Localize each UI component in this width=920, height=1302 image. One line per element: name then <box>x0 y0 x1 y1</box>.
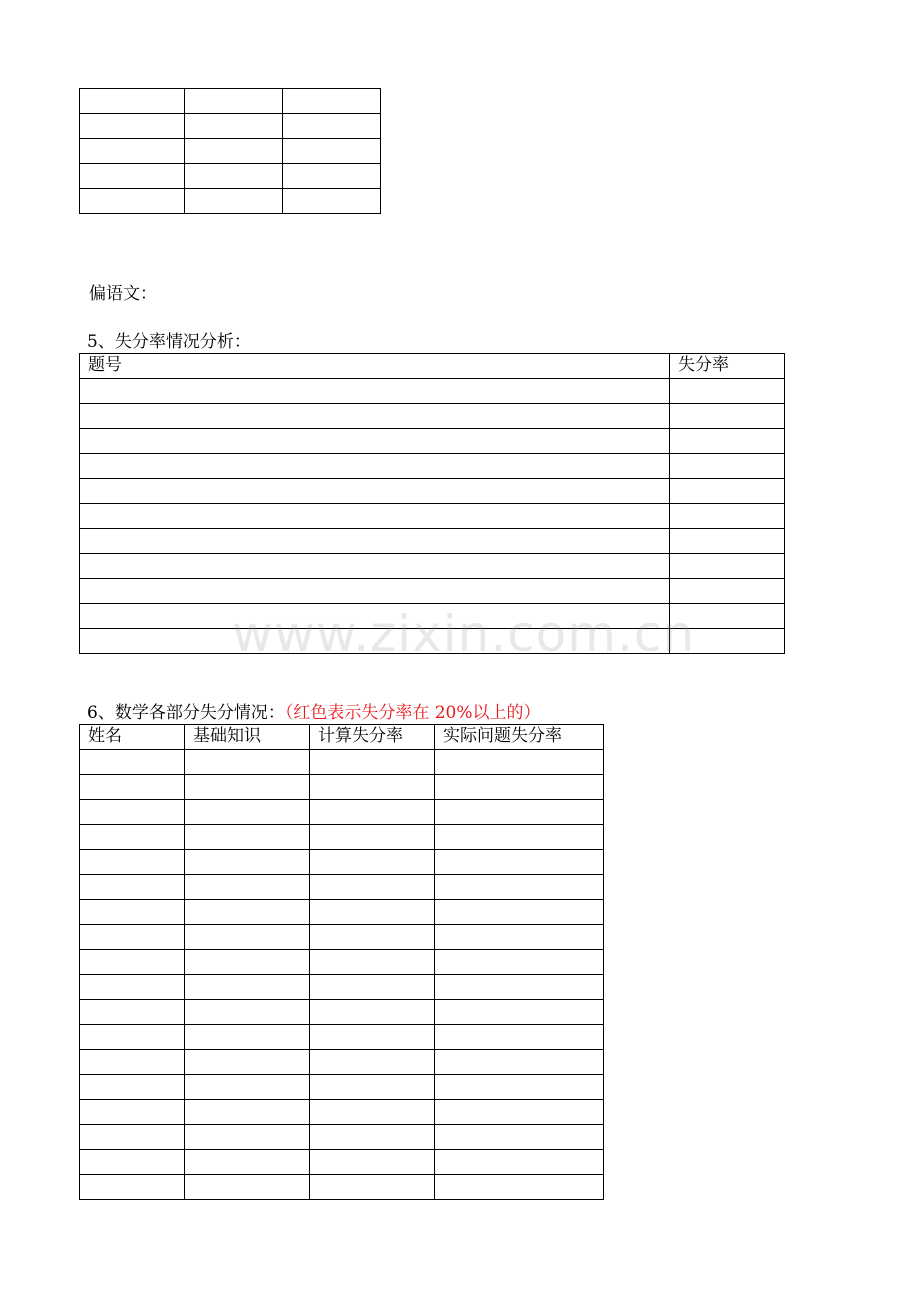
table-cell <box>435 1125 604 1150</box>
table-cell <box>670 554 785 579</box>
table-cell <box>283 139 381 164</box>
table-cell <box>283 89 381 114</box>
table-cell <box>80 950 185 975</box>
table-cell <box>80 875 185 900</box>
table-cell <box>670 454 785 479</box>
table-row <box>80 950 604 975</box>
table-cell <box>435 875 604 900</box>
table-cell <box>80 1025 185 1050</box>
table-cell <box>80 554 670 579</box>
section5-heading: 5、失分率情况分析： <box>87 332 251 352</box>
table-cell <box>80 1100 185 1125</box>
table-row <box>80 604 785 629</box>
table-row <box>80 554 785 579</box>
table-cell <box>185 1150 310 1175</box>
table-cell <box>670 579 785 604</box>
table-cell <box>80 900 185 925</box>
table-cell <box>185 825 310 850</box>
loss-rate-header-row <box>80 354 785 379</box>
table-cell <box>310 875 435 900</box>
table-cell <box>435 775 604 800</box>
table-cell <box>80 504 670 529</box>
table-cell <box>80 975 185 1000</box>
math-parts-table <box>79 724 604 1200</box>
table-cell <box>670 504 785 529</box>
table-row <box>80 1175 604 1200</box>
table-cell <box>185 1175 310 1200</box>
col-question-number: 题号 <box>80 354 670 379</box>
table-cell <box>435 1175 604 1200</box>
table-cell <box>185 750 310 775</box>
table-cell <box>310 975 435 1000</box>
table-cell <box>310 1175 435 1200</box>
table-cell <box>435 925 604 950</box>
table-row <box>80 479 785 504</box>
table-cell <box>80 379 670 404</box>
math-parts-header-row <box>80 725 604 750</box>
table-cell <box>310 900 435 925</box>
table-cell <box>310 1150 435 1175</box>
table-cell <box>670 604 785 629</box>
table-cell <box>80 1125 185 1150</box>
table-cell <box>310 950 435 975</box>
table-cell <box>80 800 185 825</box>
table-cell <box>80 139 185 164</box>
table-row <box>80 164 381 189</box>
section6-heading: 6、数学各部分失分情况： <box>87 703 285 723</box>
table-cell <box>185 1025 310 1050</box>
table-cell <box>435 1150 604 1175</box>
table-cell <box>435 1050 604 1075</box>
table-cell <box>80 89 185 114</box>
table-cell <box>80 1150 185 1175</box>
table-row <box>80 629 785 654</box>
table-cell <box>185 1075 310 1100</box>
table-cell <box>80 629 670 654</box>
table-row <box>80 1000 604 1025</box>
table-cell <box>310 850 435 875</box>
table-cell <box>185 139 283 164</box>
table-cell <box>435 800 604 825</box>
table-cell <box>310 1000 435 1025</box>
table-cell <box>283 189 381 214</box>
table-cell <box>310 750 435 775</box>
table-cell <box>80 825 185 850</box>
table-cell <box>80 479 670 504</box>
top-table <box>79 88 381 214</box>
table-cell <box>670 429 785 454</box>
table-cell <box>185 775 310 800</box>
table-row <box>80 1100 604 1125</box>
col-loss-rate: 失分率 <box>670 354 785 379</box>
table-cell <box>185 1050 310 1075</box>
table-row <box>80 1075 604 1100</box>
table-cell <box>80 604 670 629</box>
section6-heading-line <box>87 702 541 724</box>
table-row <box>80 504 785 529</box>
table-cell <box>80 579 670 604</box>
table-cell <box>670 629 785 654</box>
table-row <box>80 114 381 139</box>
table-cell <box>80 454 670 479</box>
table-row <box>80 800 604 825</box>
table-cell <box>310 925 435 950</box>
table-cell <box>185 925 310 950</box>
table-cell <box>80 164 185 189</box>
table-cell <box>435 1000 604 1025</box>
table-cell <box>185 164 283 189</box>
table-row <box>80 750 604 775</box>
col-practical-loss-rate: 实际问题失分率 <box>435 725 604 750</box>
table-cell <box>435 950 604 975</box>
table-cell <box>435 825 604 850</box>
table-cell <box>283 114 381 139</box>
table-cell <box>80 775 185 800</box>
table-cell <box>80 404 670 429</box>
table-cell <box>185 1100 310 1125</box>
table-row <box>80 975 604 1000</box>
table-row <box>80 775 604 800</box>
table-row <box>80 89 381 114</box>
table-cell <box>310 800 435 825</box>
table-row <box>80 404 785 429</box>
col-name: 姓名 <box>80 725 185 750</box>
table-row <box>80 850 604 875</box>
table-cell <box>80 114 185 139</box>
table-cell <box>185 900 310 925</box>
table-cell <box>185 975 310 1000</box>
table-cell <box>185 800 310 825</box>
table-cell <box>185 114 283 139</box>
table-cell <box>185 1000 310 1025</box>
table-cell <box>670 404 785 429</box>
table-cell <box>80 1175 185 1200</box>
table-cell <box>80 429 670 454</box>
table-cell <box>435 975 604 1000</box>
table-cell <box>435 900 604 925</box>
table-row <box>80 139 381 164</box>
table-cell <box>185 950 310 975</box>
table-cell <box>670 379 785 404</box>
table-row <box>80 379 785 404</box>
table-row <box>80 579 785 604</box>
table-cell <box>435 850 604 875</box>
table-cell <box>670 479 785 504</box>
table-row <box>80 1050 604 1075</box>
table-cell <box>670 529 785 554</box>
table-row <box>80 189 381 214</box>
table-row <box>80 1025 604 1050</box>
table-row <box>80 825 604 850</box>
table-row <box>80 925 604 950</box>
table-row <box>80 1125 604 1150</box>
table-cell <box>310 775 435 800</box>
table-cell <box>80 189 185 214</box>
table-cell <box>435 1100 604 1125</box>
table-cell <box>185 850 310 875</box>
bias-chinese-label: 偏语文： <box>89 284 157 304</box>
watermark: www.zixin.com.cn <box>232 605 696 663</box>
table-cell <box>310 1125 435 1150</box>
table-row <box>80 429 785 454</box>
table-cell <box>185 875 310 900</box>
col-basic-knowledge: 基础知识 <box>185 725 310 750</box>
table-cell <box>435 1025 604 1050</box>
table-cell <box>185 1125 310 1150</box>
table-cell <box>185 189 283 214</box>
table-row <box>80 900 604 925</box>
table-cell <box>310 1075 435 1100</box>
table-cell <box>80 529 670 554</box>
table-cell <box>80 1050 185 1075</box>
table-cell <box>310 1025 435 1050</box>
loss-rate-table <box>79 353 785 654</box>
table-cell <box>310 1100 435 1125</box>
col-calc-loss-rate: 计算失分率 <box>310 725 435 750</box>
section6-note: （红色表示失分率在 20%以上的） <box>284 703 541 723</box>
table-cell <box>435 1075 604 1100</box>
table-cell <box>185 89 283 114</box>
table-row <box>80 1150 604 1175</box>
table-cell <box>80 1075 185 1100</box>
table-cell <box>435 750 604 775</box>
table-cell <box>80 1000 185 1025</box>
table-cell <box>310 825 435 850</box>
table-cell <box>80 750 185 775</box>
table-cell <box>310 1050 435 1075</box>
table-cell <box>80 925 185 950</box>
table-row <box>80 454 785 479</box>
table-row <box>80 875 604 900</box>
table-cell <box>283 164 381 189</box>
table-cell <box>80 850 185 875</box>
table-row <box>80 529 785 554</box>
